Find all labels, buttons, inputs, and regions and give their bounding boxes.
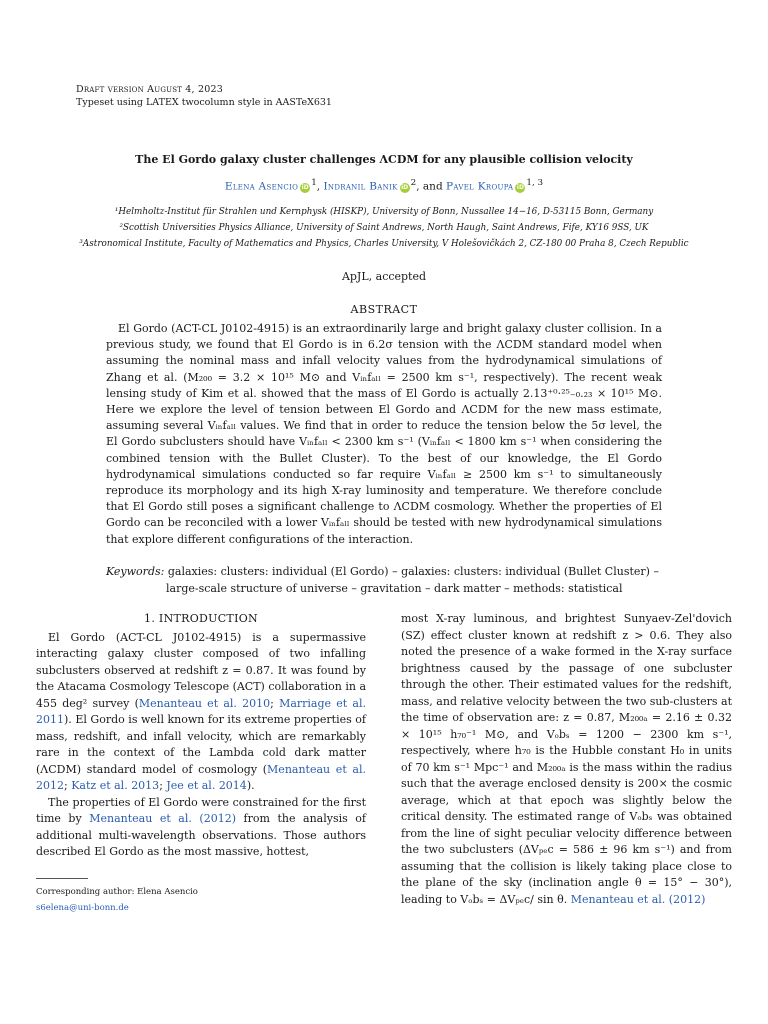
text-run: ). (246, 779, 255, 792)
citation-link[interactable]: Menanteau et al. (2012) (570, 892, 706, 906)
left-column (36, 611, 366, 861)
text-run: from the analysis of additional multi-wavelength observations. Those authors described El Gordo as the most massive, hottest, (36, 812, 366, 858)
orcid-icon[interactable]: iD (301, 183, 309, 191)
paper-title: The El Gordo galaxy cluster challenges ΛCDM for any plausible collision velocity (135, 153, 633, 166)
intro-paragraph-continued (401, 611, 732, 908)
authors-and: and (422, 180, 443, 193)
section-heading-introduction: 1. INTRODUCTION (144, 612, 258, 625)
text-run: ; (270, 696, 280, 710)
affiliation-2: ²Scottish Universities Physics Alliance, University of Saint Andrews, North Haugh, Saint Andrews, Fife, KY16 9SS, UK (119, 223, 649, 233)
author-kroupa[interactable]: Pavel Kroupa (446, 180, 514, 193)
text-run: The properties of El Gordo were constrained for the first time by (36, 795, 366, 825)
abstract-heading: ABSTRACT (350, 303, 418, 316)
keywords-line-2: large-scale structure of universe – gravitation – dark matter – methods: statistical (166, 581, 623, 595)
corresponding-label: Corresponding author: Elena Asencio (36, 887, 198, 897)
right-column (401, 611, 732, 908)
affiliations (40, 204, 728, 252)
orcid-icon[interactable]: iD (401, 183, 409, 191)
affiliation-3: ³Astronomical Institute, Faculty of Mathematics and Physics, Charles University, V Holešovičkách 2, CZ-180 00 Praha 8, Czech Republic (79, 239, 689, 249)
author-list: Elena Asencio iD $^1$, Indranil Banik iD $^2$, and Pavel Kroupa iD $^{1, 3}$ (224, 178, 544, 193)
draft-version: Draft version August 4, 2023 (76, 84, 223, 95)
citation-link[interactable]: Marriage et al. 2011 (36, 696, 366, 726)
citation-link[interactable]: Menanteau et al. 2010 (138, 696, 271, 710)
typeset-note: Typeset using LATEX twocolumn style in AASTeX631 (76, 97, 332, 108)
abstract-text: El Gordo (ACT-CL J0102-4915) is an extraordinarily large and bright galaxy cluster collision. In a previous study, we found that El Gordo is in 6.2σ tension with the ΛCDM standard model when assuming the nominal mass and infall velocity values from the hydrodynamical simulations of Zhang et al. (M₂₀₀ = 3.2 × 10¹⁵ M⊙ and Vᵢₙfₐₗₗ = 2500 km s⁻¹, respectively). The recent weak lensing study of Kim et al. showed that the mass of El Gordo is actually 2.13⁺⁰·²⁵₋₀.₂₃ × 10¹⁵ M⊙. Here we explore the level of tension between El Gordo and ΛCDM for the new mass estimate, assuming several Vᵢₙfₐₗₗ values. We find that in order to reduce the tension below the 5σ level, the El Gordo subclusters should have Vᵢₙfₐₗₗ < 2300 km s⁻¹ (Vᵢₙfₐₗₗ < 1800 km s⁻¹ when considering the combined tension with the Bullet Cluster). To the best of our knowledge, the El Gordo hydrodynamical simulations conducted so far require Vᵢₙfₐₗₗ ≥ 2500 km s⁻¹ to simultaneously reproduce its morphology and its high X-ray luminosity and temperature. We therefore conclude that El Gordo still poses a significant challenge to ΛCDM cosmology. Whether the properties of El Gordo can be reconciled with a lower Vᵢₙfₐₗₗ should be tested with new hydrodynamical simulations that explore different configurations of the interaction. (106, 322, 662, 546)
keywords-line-1: galaxies: clusters: individual (El Gordo) – galaxies: clusters: individual (Bullet Cluster) – (167, 565, 659, 578)
publication-status: ApJL, accepted (341, 270, 427, 283)
author-sup: 1 (311, 178, 317, 188)
citation-link[interactable]: Jee et al. 2014 (166, 779, 247, 792)
corresponding-email[interactable]: s6elena@uni-bonn.de (36, 903, 129, 913)
intro-paragraph-2 (36, 795, 366, 861)
footnote-rule (36, 878, 88, 879)
text-run: ). El Gordo is well known for its extreme properties of mass, redshift, and infall velocity, which are remarkably rare in the context of the Lambda cold dark matter (ΛCDM) standard model of cosmology ( (36, 713, 366, 776)
text-run: most X-ray luminous, and brightest Sunyaev-Zel'dovich (SZ) effect cluster known at redshift z > 0.6. They also noted the presence of a wake formed in the X-ray surface brightness caused by the passage of one subcluster through the other. Their estimated values for the redshift, mass, and relative velocity between the two sub-clusters at the time of observation are: z = 0.87, M₂₀₀ₐ = 2.16 ± 0.32 × 10¹⁵ h₇₀⁻¹ M⊙, and Vₒbₛ = 1200 − 2300 km s⁻¹, respectively, where h₇₀ is the Hubble constant H₀ in units of 70 km s⁻¹ Mpc⁻¹ and M₂₀₀ₐ is the mass within the radius such that the average enclosed density is 200× the cosmic average, which at that epoch was slightly below the critical density. The estimated range of Vₒbₛ was obtained from the line of sight peculiar velocity difference between the two subclusters (ΔVₚₑc = 586 ± 96 km s⁻¹) and from assuming that the collision is likely taking place close to the plane of the sky (inclination angle θ = 15° − 30°), leading to Vₒbₛ = ΔVₚₑc/ sin θ. (401, 612, 732, 906)
affiliation-1: ¹Helmholtz-Institut für Strahlen und Kernphysk (HISKP), University of Bonn, Nussallee 14−16, D-53115 Bonn, Germany (114, 207, 654, 217)
draft-header (76, 83, 332, 109)
corresponding-author (36, 884, 198, 916)
orcid-icon[interactable]: iD (516, 183, 524, 191)
author-asencio[interactable]: Elena Asencio (224, 180, 299, 193)
author-sup: 1, 3 (526, 178, 544, 188)
author-sup: 2 (410, 178, 417, 188)
author-banik[interactable]: Indranil Banik (323, 180, 398, 193)
keywords (106, 564, 662, 597)
intro-paragraph-1 (36, 630, 366, 795)
citation-link[interactable]: Katz et al. 2013 (71, 779, 160, 792)
keywords-label: Keywords: (106, 565, 165, 578)
text-run: ; (64, 779, 72, 792)
text-run: El Gordo (ACT-CL J0102-4915) is a supermassive interacting galaxy cluster composed of two infalling subclusters observed at redshift z = 0.87. It was found by the Atacama Cosmology Telescope (ACT) collaboration in a 455 deg² survey ( (36, 630, 367, 710)
text-run: ; (159, 779, 167, 792)
citation-link[interactable]: Menanteau et al. 2012 (36, 762, 366, 792)
citation-link[interactable]: Menanteau et al. (2012) (89, 812, 236, 825)
